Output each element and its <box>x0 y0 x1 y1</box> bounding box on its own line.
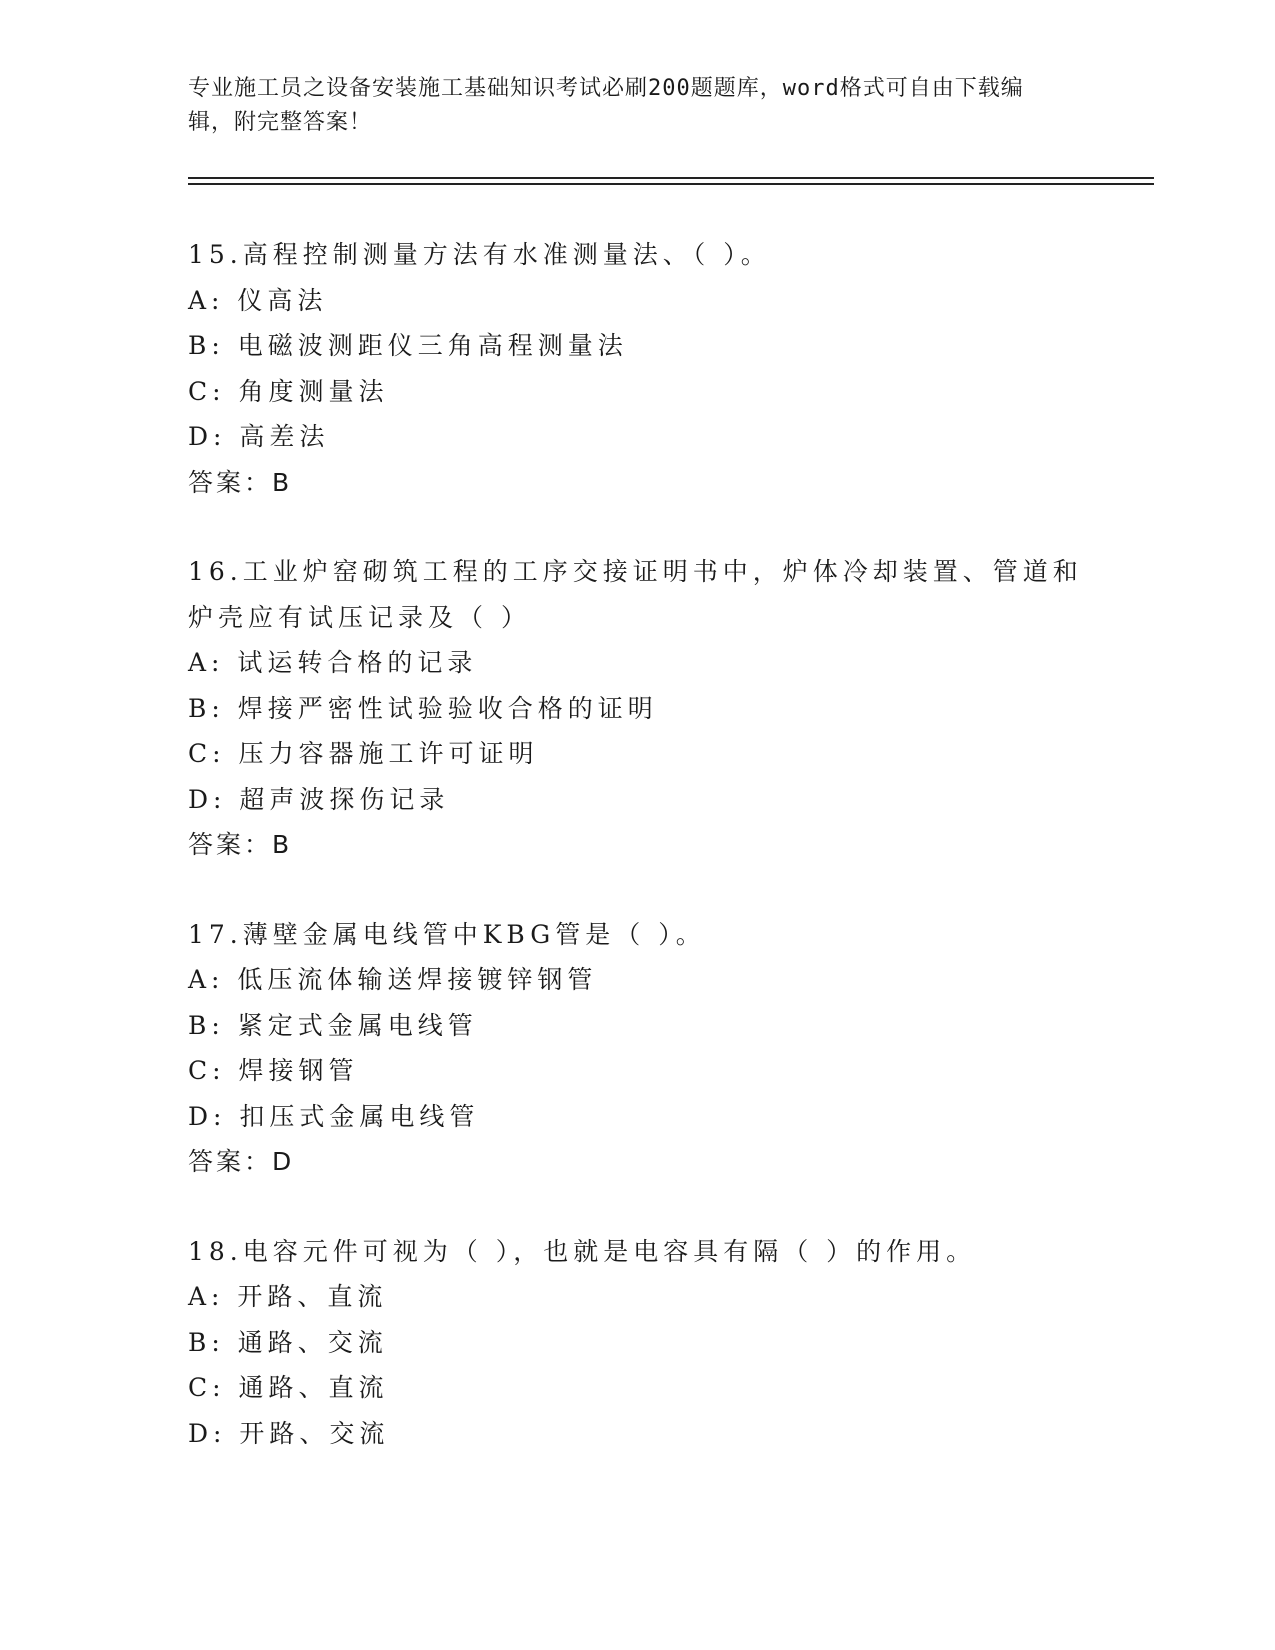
option-d: D: 开路、交流 <box>188 1418 390 1448</box>
option-d: D: 扣压式金属电线管 <box>188 1101 480 1131</box>
option-a: A: 低压流体输送焊接镀锌钢管 <box>188 965 598 994</box>
option-b: B: 焊接严密性试验验收合格的证明 <box>188 693 658 723</box>
option-d: D: 超声波探伤记录 <box>188 784 450 814</box>
answer-line: 答案：B <box>188 830 293 859</box>
question-15 <box>188 232 1108 505</box>
document-header: 专业施工员之设备安装施工基础知识考试必刷200题题库，word格式可自由下载编辑，附完整答案！ <box>188 76 1024 135</box>
question-16 <box>188 549 1108 868</box>
option-c: C: 角度测量法 <box>188 376 389 406</box>
question-17 <box>188 912 1108 1185</box>
question-stem: 17.薄壁金属电线管中KBG管是（ ）。 <box>188 919 706 949</box>
option-a: A: 仪高法 <box>188 285 328 315</box>
header-divider-bottom <box>188 183 1154 185</box>
option-b: B: 紧定式金属电线管 <box>188 1010 478 1040</box>
option-d: D: 高差法 <box>188 422 330 451</box>
option-b: B: 电磁波测距仪三角高程测量法 <box>188 331 628 360</box>
answer-line: 答案：D <box>188 1147 295 1176</box>
question-18 <box>188 1229 1108 1457</box>
option-a: A: 试运转合格的记录 <box>188 648 478 677</box>
answer-line: 答案：B <box>188 467 293 497</box>
option-b: B: 通路、交流 <box>188 1327 388 1357</box>
option-c: C: 压力容器施工许可证明 <box>188 739 539 768</box>
option-c: C: 焊接钢管 <box>188 1056 359 1085</box>
option-a: A: 开路、直流 <box>188 1282 388 1311</box>
question-stem: 18.电容元件可视为（ ），也就是电容具有隔（ ）的作用。 <box>188 1236 977 1266</box>
question-list <box>188 232 1108 1500</box>
question-stem: 16.工业炉窑砌筑工程的工序交接证明书中，炉体冷却装置、管道和炉壳应有试压记录及（ ） <box>188 557 1083 632</box>
option-c: C: 通路、直流 <box>188 1373 389 1402</box>
header-divider-top <box>188 177 1154 179</box>
question-stem: 15.高程控制测量方法有水准测量法、（ ）。 <box>188 240 771 269</box>
